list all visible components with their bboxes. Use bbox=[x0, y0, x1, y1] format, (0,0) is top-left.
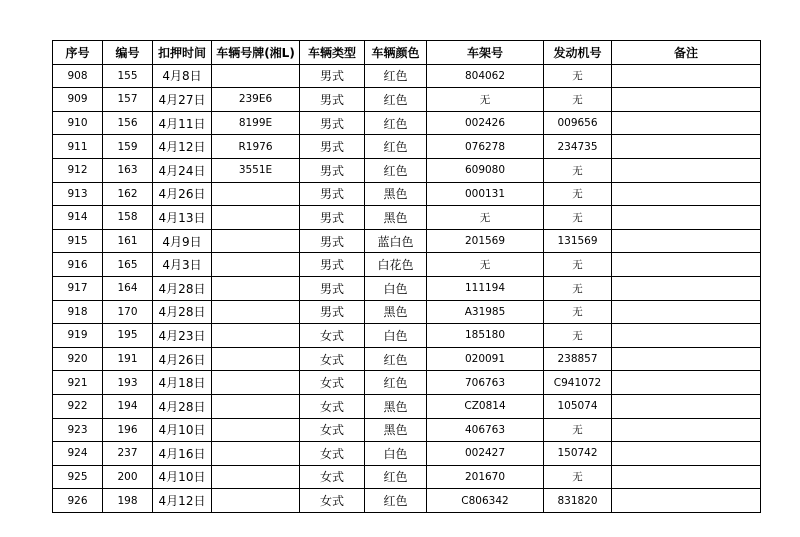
cell-vehicle-type: 男式 bbox=[300, 135, 365, 159]
cell-number: 198 bbox=[103, 489, 153, 513]
header-vehicle-type: 车辆类型 bbox=[300, 41, 365, 65]
cell-frame-number: CZ0814 bbox=[427, 394, 544, 418]
table-row bbox=[53, 229, 761, 253]
cell-remarks bbox=[612, 324, 761, 348]
table-row bbox=[53, 135, 761, 159]
cell-plate bbox=[212, 442, 300, 466]
cell-seizure-date: 4月26日 bbox=[153, 347, 212, 371]
cell-seizure-date: 4月12日 bbox=[153, 135, 212, 159]
cell-plate bbox=[212, 371, 300, 395]
cell-remarks bbox=[612, 64, 761, 88]
cell-engine-number: 无 bbox=[544, 465, 612, 489]
cell-number: 162 bbox=[103, 182, 153, 206]
cell-remarks bbox=[612, 394, 761, 418]
cell-vehicle-color: 蓝白色 bbox=[365, 229, 427, 253]
header-remarks: 备注 bbox=[612, 41, 761, 65]
table-row bbox=[53, 489, 761, 513]
cell-number: 163 bbox=[103, 158, 153, 182]
cell-remarks bbox=[612, 158, 761, 182]
cell-frame-number: 406763 bbox=[427, 418, 544, 442]
cell-engine-number: C941072 bbox=[544, 371, 612, 395]
cell-engine-number: 无 bbox=[544, 276, 612, 300]
cell-remarks bbox=[612, 182, 761, 206]
cell-vehicle-color: 黑色 bbox=[365, 206, 427, 230]
cell-index: 912 bbox=[53, 158, 103, 182]
cell-seizure-date: 4月27日 bbox=[153, 88, 212, 112]
cell-vehicle-color: 黑色 bbox=[365, 300, 427, 324]
cell-engine-number: 无 bbox=[544, 88, 612, 112]
cell-number: 170 bbox=[103, 300, 153, 324]
cell-remarks bbox=[612, 276, 761, 300]
cell-engine-number: 150742 bbox=[544, 442, 612, 466]
cell-number: 155 bbox=[103, 64, 153, 88]
cell-index: 922 bbox=[53, 394, 103, 418]
table-row bbox=[53, 276, 761, 300]
cell-engine-number: 无 bbox=[544, 300, 612, 324]
cell-plate: R1976 bbox=[212, 135, 300, 159]
cell-engine-number: 无 bbox=[544, 418, 612, 442]
cell-vehicle-color: 白花色 bbox=[365, 253, 427, 277]
cell-index: 910 bbox=[53, 111, 103, 135]
cell-seizure-date: 4月23日 bbox=[153, 324, 212, 348]
cell-vehicle-type: 女式 bbox=[300, 489, 365, 513]
cell-vehicle-type: 男式 bbox=[300, 88, 365, 112]
cell-frame-number: 002426 bbox=[427, 111, 544, 135]
cell-engine-number: 234735 bbox=[544, 135, 612, 159]
cell-seizure-date: 4月28日 bbox=[153, 300, 212, 324]
cell-index: 908 bbox=[53, 64, 103, 88]
cell-remarks bbox=[612, 442, 761, 466]
cell-remarks bbox=[612, 88, 761, 112]
cell-seizure-date: 4月12日 bbox=[153, 489, 212, 513]
cell-seizure-date: 4月11日 bbox=[153, 111, 212, 135]
cell-vehicle-color: 黑色 bbox=[365, 182, 427, 206]
cell-vehicle-type: 男式 bbox=[300, 206, 365, 230]
cell-index: 915 bbox=[53, 229, 103, 253]
cell-plate bbox=[212, 206, 300, 230]
cell-vehicle-type: 男式 bbox=[300, 111, 365, 135]
cell-plate bbox=[212, 418, 300, 442]
cell-remarks bbox=[612, 300, 761, 324]
cell-frame-number: C806342 bbox=[427, 489, 544, 513]
cell-vehicle-type: 男式 bbox=[300, 300, 365, 324]
header-number: 编号 bbox=[103, 41, 153, 65]
cell-plate bbox=[212, 229, 300, 253]
cell-vehicle-color: 红色 bbox=[365, 347, 427, 371]
cell-vehicle-type: 男式 bbox=[300, 182, 365, 206]
cell-remarks bbox=[612, 111, 761, 135]
cell-vehicle-color: 红色 bbox=[365, 135, 427, 159]
cell-engine-number: 238857 bbox=[544, 347, 612, 371]
cell-number: 195 bbox=[103, 324, 153, 348]
cell-frame-number: 000131 bbox=[427, 182, 544, 206]
cell-frame-number: 201670 bbox=[427, 465, 544, 489]
cell-seizure-date: 4月8日 bbox=[153, 64, 212, 88]
cell-remarks bbox=[612, 489, 761, 513]
cell-vehicle-type: 女式 bbox=[300, 465, 365, 489]
cell-remarks bbox=[612, 347, 761, 371]
cell-frame-number: 706763 bbox=[427, 371, 544, 395]
cell-vehicle-color: 红色 bbox=[365, 371, 427, 395]
cell-seizure-date: 4月26日 bbox=[153, 182, 212, 206]
cell-vehicle-type: 男式 bbox=[300, 253, 365, 277]
cell-vehicle-type: 女式 bbox=[300, 324, 365, 348]
cell-engine-number: 009656 bbox=[544, 111, 612, 135]
table-row bbox=[53, 158, 761, 182]
cell-number: 196 bbox=[103, 418, 153, 442]
cell-engine-number: 无 bbox=[544, 158, 612, 182]
table-row bbox=[53, 111, 761, 135]
cell-vehicle-color: 红色 bbox=[365, 489, 427, 513]
cell-index: 920 bbox=[53, 347, 103, 371]
cell-vehicle-color: 白色 bbox=[365, 276, 427, 300]
cell-number: 165 bbox=[103, 253, 153, 277]
header-index: 序号 bbox=[53, 41, 103, 65]
cell-number: 200 bbox=[103, 465, 153, 489]
cell-index: 924 bbox=[53, 442, 103, 466]
cell-index: 916 bbox=[53, 253, 103, 277]
cell-frame-number: 201569 bbox=[427, 229, 544, 253]
cell-vehicle-color: 红色 bbox=[365, 64, 427, 88]
cell-plate: 239E6 bbox=[212, 88, 300, 112]
table-row bbox=[53, 394, 761, 418]
cell-remarks bbox=[612, 135, 761, 159]
table-row bbox=[53, 206, 761, 230]
cell-engine-number: 无 bbox=[544, 182, 612, 206]
cell-number: 158 bbox=[103, 206, 153, 230]
cell-frame-number: 无 bbox=[427, 206, 544, 230]
cell-remarks bbox=[612, 206, 761, 230]
cell-frame-number: 076278 bbox=[427, 135, 544, 159]
cell-index: 909 bbox=[53, 88, 103, 112]
table-row bbox=[53, 324, 761, 348]
cell-vehicle-color: 黑色 bbox=[365, 394, 427, 418]
cell-engine-number: 105074 bbox=[544, 394, 612, 418]
cell-vehicle-type: 女式 bbox=[300, 394, 365, 418]
header-plate: 车辆号牌(湘L) bbox=[212, 41, 300, 65]
cell-index: 917 bbox=[53, 276, 103, 300]
table-row bbox=[53, 64, 761, 88]
cell-engine-number: 831820 bbox=[544, 489, 612, 513]
cell-vehicle-type: 男式 bbox=[300, 229, 365, 253]
cell-number: 193 bbox=[103, 371, 153, 395]
cell-vehicle-color: 白色 bbox=[365, 442, 427, 466]
cell-plate bbox=[212, 489, 300, 513]
cell-index: 926 bbox=[53, 489, 103, 513]
cell-plate bbox=[212, 347, 300, 371]
cell-index: 918 bbox=[53, 300, 103, 324]
cell-index: 925 bbox=[53, 465, 103, 489]
table-row bbox=[53, 88, 761, 112]
header-seizure-date: 扣押时间 bbox=[153, 41, 212, 65]
cell-frame-number: 111194 bbox=[427, 276, 544, 300]
header-vehicle-color: 车辆颜色 bbox=[365, 41, 427, 65]
cell-index: 911 bbox=[53, 135, 103, 159]
cell-engine-number: 无 bbox=[544, 64, 612, 88]
cell-frame-number: 804062 bbox=[427, 64, 544, 88]
cell-plate bbox=[212, 394, 300, 418]
table-row bbox=[53, 442, 761, 466]
table-row bbox=[53, 418, 761, 442]
cell-vehicle-color: 红色 bbox=[365, 111, 427, 135]
cell-seizure-date: 4月9日 bbox=[153, 229, 212, 253]
cell-vehicle-type: 女式 bbox=[300, 371, 365, 395]
cell-remarks bbox=[612, 465, 761, 489]
cell-vehicle-color: 红色 bbox=[365, 158, 427, 182]
cell-plate: 8199E bbox=[212, 111, 300, 135]
cell-seizure-date: 4月28日 bbox=[153, 394, 212, 418]
cell-number: 194 bbox=[103, 394, 153, 418]
cell-seizure-date: 4月18日 bbox=[153, 371, 212, 395]
cell-remarks bbox=[612, 253, 761, 277]
cell-engine-number: 无 bbox=[544, 253, 612, 277]
header-engine-number: 发动机号 bbox=[544, 41, 612, 65]
cell-seizure-date: 4月3日 bbox=[153, 253, 212, 277]
table-row bbox=[53, 300, 761, 324]
table-row bbox=[53, 182, 761, 206]
cell-index: 914 bbox=[53, 206, 103, 230]
cell-seizure-date: 4月16日 bbox=[153, 442, 212, 466]
cell-engine-number: 无 bbox=[544, 206, 612, 230]
cell-seizure-date: 4月28日 bbox=[153, 276, 212, 300]
cell-number: 161 bbox=[103, 229, 153, 253]
cell-index: 923 bbox=[53, 418, 103, 442]
table-row bbox=[53, 347, 761, 371]
cell-seizure-date: 4月13日 bbox=[153, 206, 212, 230]
cell-vehicle-type: 男式 bbox=[300, 158, 365, 182]
cell-number: 157 bbox=[103, 88, 153, 112]
cell-plate bbox=[212, 64, 300, 88]
table-row bbox=[53, 371, 761, 395]
cell-index: 919 bbox=[53, 324, 103, 348]
cell-engine-number: 无 bbox=[544, 324, 612, 348]
cell-number: 164 bbox=[103, 276, 153, 300]
table-row bbox=[53, 465, 761, 489]
cell-vehicle-type: 女式 bbox=[300, 442, 365, 466]
cell-plate bbox=[212, 253, 300, 277]
cell-vehicle-type: 女式 bbox=[300, 347, 365, 371]
header-row bbox=[53, 41, 761, 65]
cell-vehicle-color: 黑色 bbox=[365, 418, 427, 442]
table-row bbox=[53, 253, 761, 277]
cell-plate bbox=[212, 276, 300, 300]
cell-plate bbox=[212, 182, 300, 206]
cell-vehicle-type: 男式 bbox=[300, 64, 365, 88]
cell-engine-number: 131569 bbox=[544, 229, 612, 253]
cell-frame-number: A31985 bbox=[427, 300, 544, 324]
cell-vehicle-type: 男式 bbox=[300, 276, 365, 300]
cell-index: 913 bbox=[53, 182, 103, 206]
header-frame-number: 车架号 bbox=[427, 41, 544, 65]
cell-plate bbox=[212, 465, 300, 489]
cell-plate bbox=[212, 324, 300, 348]
cell-frame-number: 609080 bbox=[427, 158, 544, 182]
cell-number: 159 bbox=[103, 135, 153, 159]
vehicle-seizure-table bbox=[52, 40, 761, 513]
cell-frame-number: 无 bbox=[427, 88, 544, 112]
cell-seizure-date: 4月24日 bbox=[153, 158, 212, 182]
cell-seizure-date: 4月10日 bbox=[153, 418, 212, 442]
cell-number: 191 bbox=[103, 347, 153, 371]
cell-number: 156 bbox=[103, 111, 153, 135]
cell-index: 921 bbox=[53, 371, 103, 395]
cell-vehicle-color: 红色 bbox=[365, 88, 427, 112]
cell-remarks bbox=[612, 418, 761, 442]
cell-remarks bbox=[612, 229, 761, 253]
cell-frame-number: 无 bbox=[427, 253, 544, 277]
cell-remarks bbox=[612, 371, 761, 395]
cell-seizure-date: 4月10日 bbox=[153, 465, 212, 489]
cell-frame-number: 002427 bbox=[427, 442, 544, 466]
cell-frame-number: 020091 bbox=[427, 347, 544, 371]
cell-number: 237 bbox=[103, 442, 153, 466]
cell-vehicle-color: 红色 bbox=[365, 465, 427, 489]
cell-plate bbox=[212, 300, 300, 324]
cell-vehicle-type: 女式 bbox=[300, 418, 365, 442]
cell-plate: 3551E bbox=[212, 158, 300, 182]
cell-frame-number: 185180 bbox=[427, 324, 544, 348]
cell-vehicle-color: 白色 bbox=[365, 324, 427, 348]
